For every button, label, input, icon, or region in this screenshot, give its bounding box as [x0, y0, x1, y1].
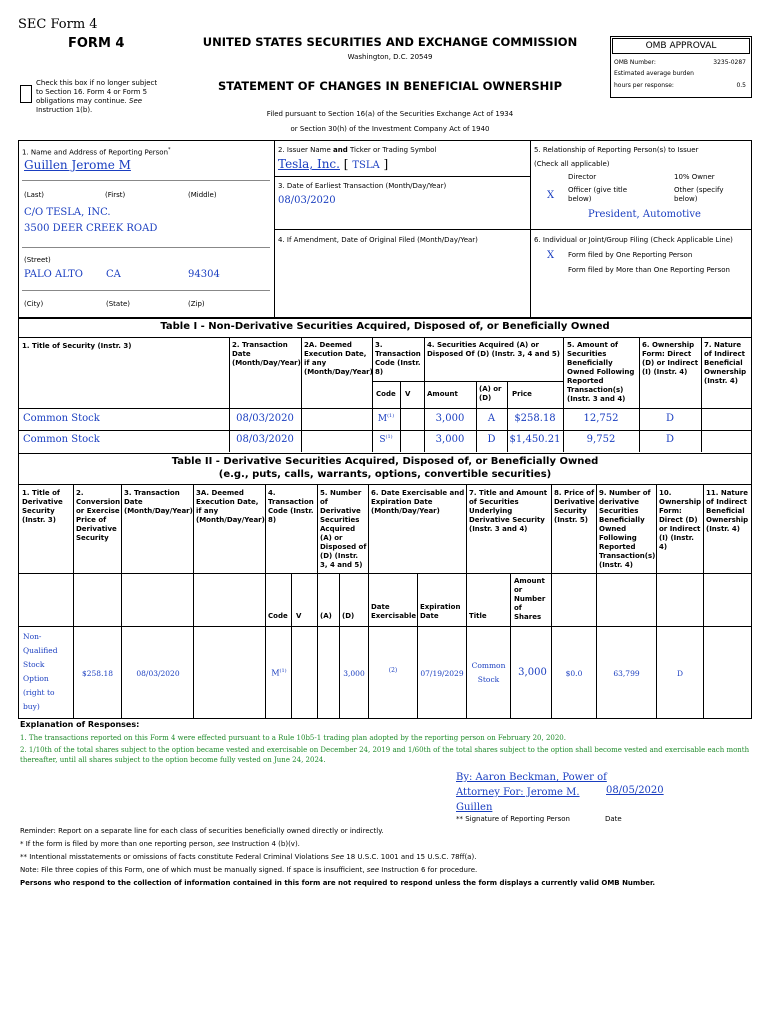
t2-sub-amount: Amount or Number of Shares: [514, 577, 546, 621]
t2-r1-underlying-title: Common Stock: [471, 661, 506, 684]
t2-col-conversion: 2. Conversion or Exercise Price of Derivative Security: [76, 489, 121, 542]
more-reporting-persons-label: Form filed by More than One Reporting Person: [568, 266, 730, 274]
footnote-1: 1. The transactions reported on this Form 4 were effected pursuant to a Rule 10b5-1 trading plan adopted by the reporting person on February 20, 2020.: [20, 734, 566, 742]
t1-r2-date: 08/03/2020: [236, 434, 294, 445]
sec-form-label: SEC Form 4: [18, 17, 98, 32]
reporting-person-name[interactable]: Guillen Jerome M: [24, 158, 131, 172]
director-label: Director: [568, 173, 597, 181]
t1-r1-title: Common Stock: [23, 413, 100, 424]
omb-hours-label: hours per response:: [614, 82, 674, 89]
officer-mark: X: [547, 190, 555, 201]
commission-name: UNITED STATES SECURITIES AND EXCHANGE COMMISSION: [202, 35, 578, 49]
t2-col-ownership-form: 10. Ownership Form: Direct (D) or Indirect (I) (Instr. 4): [659, 489, 702, 551]
t1-col-amount-owned: 5. Amount of Securities Beneficially Owned Following Reported Transaction(s) (Instr. 3 and 4): [567, 341, 635, 403]
t2-sub-d: (D): [342, 612, 355, 620]
t1-r1-owned: 12,752: [583, 413, 619, 424]
t1-r2-ad: D: [487, 434, 496, 445]
earliest-transaction-date: 08/03/2020: [278, 195, 336, 206]
t2-r1-deriv-price: $0.0: [565, 669, 583, 678]
state-value: CA: [106, 269, 121, 280]
table-row: [18, 431, 752, 452]
explanation-title: Explanation of Responses:: [20, 720, 140, 729]
earliest-transaction-label: 3. Date of Earliest Transaction (Month/Day/Year): [278, 182, 447, 190]
location: Washington, D.C. 20549: [347, 53, 433, 61]
t1-col-deemed: 2A. Deemed Execution Date, if any (Month/Day/Year): [304, 341, 373, 376]
relationship-label: 5. Relationship of Reporting Person(s) to Issuer: [534, 146, 699, 154]
t2-sub-code: Code: [268, 612, 288, 620]
middle-label: (Middle): [188, 191, 217, 199]
issuer-ticker: TSLA: [352, 160, 380, 171]
first-label: (First): [105, 191, 126, 199]
t1-sub-code: Code: [376, 390, 396, 398]
t1-col-ownership-form: 6. Ownership Form: Direct (D) or Indirect (I) (Instr. 4): [642, 341, 699, 376]
t1-r2-code: $S^{(1)}$: [379, 434, 393, 445]
t2-col-owned: 9. Number of derivative Securities Beneficially Owned Following Reported Transaction(s) (Instr. 4): [599, 489, 656, 569]
table-one-title: Table I - Non-Derivative Securities Acquired, Disposed of, or Beneficially Owned: [160, 321, 610, 332]
t1-col-code: 3. Transaction Code (Instr. 8): [375, 341, 421, 376]
t1-col-nature: 7. Nature of Indirect Beneficial Ownership (Instr. 4): [704, 341, 747, 385]
no-longer-subject-checkbox[interactable]: [20, 85, 32, 103]
note-misstatements: ** Intentional misstatements or omissions of facts constitute Federal Criminal Violations See 18 U.S.C. 1001 and 15 U.S.C. 78ff(a).: [20, 853, 477, 861]
note-multiple-persons: * If the form is filed by more than one reporting person, see Instruction 4 (b)(v).: [20, 840, 300, 848]
amendment-label: 4. If Amendment, Date of Original Filed (Month/Day/Year): [278, 236, 478, 244]
t2-col-title: 1. Title of Derivative Security (Instr. 3): [22, 489, 63, 524]
t2-sub-a: (A): [320, 612, 332, 620]
omb-number-label: OMB Number:: [614, 59, 656, 66]
t2-r1-title: Non- Qualified Stock Option (right to buy): [23, 632, 58, 711]
reminder-note: Reminder: Report on a separate line for each class of securities beneficially owned directly or indirectly.: [20, 827, 384, 835]
last-label: (Last): [24, 191, 45, 199]
omb-hours-value: 0.5: [736, 82, 746, 89]
footnote-2: 2. 1/10th of the total shares subject to the option became vested and exercisable on December 24, 2019 and 1/60th of the total shares subject to the option shall become vested and exercisable each month thereafter, until all shares subject to the option become fully vested on June 24, 2024.: [20, 746, 750, 764]
group-filing-label: 6. Individual or Joint/Group Filing (Check Applicable Line): [534, 236, 733, 244]
t2-r1-price: $258.18: [81, 669, 113, 678]
t2-col-exercisable: 6. Date Exercisable and Expiration Date (Month/Day/Year): [371, 489, 465, 515]
t2-col-number: 5. Number of Derivative Securities Acquired (A) or Disposed of (D) (Instr. 3, 4 and 5): [320, 489, 367, 569]
note-copies: Note: File three copies of this Form, one of which must be manually signed. If space is insufficient, see Instruction 6 for procedure.: [20, 866, 478, 874]
t1-sub-price: Price: [512, 390, 532, 398]
t1-r2-price: $1,450.21: [509, 434, 561, 445]
t1-r1-code: $M^{(1)}$: [377, 413, 395, 424]
t1-sub-aord: (A) or (D): [479, 385, 502, 402]
officer-label: Officer (give title below): [568, 186, 628, 203]
t1-col-date: 2. Transaction Date (Month/Day/Year): [232, 341, 301, 367]
t2-col-code: 4. Transaction Code (Instr. 8): [268, 489, 314, 524]
ten-pct-owner-label: 10% Owner: [674, 173, 715, 181]
t2-col-date: 3. Transaction Date (Month/Day/Year): [124, 489, 193, 515]
one-reporting-person-label: Form filed by One Reporting Person: [568, 251, 693, 259]
t1-r1-form: D: [665, 413, 675, 424]
street-label: (Street): [24, 256, 51, 264]
t2-sub-date-exercisable: Date Exercisable: [371, 603, 417, 620]
t2-col-price: 8. Price of Derivative Security (Instr. 5): [554, 489, 595, 524]
t2-sub-title: Title: [469, 612, 487, 620]
signature-label: ** Signature of Reporting Person: [456, 815, 570, 823]
t1-sub-amount: Amount: [427, 390, 458, 398]
city-value: PALO ALTO: [24, 269, 83, 280]
signature-name[interactable]: By: Aaron Beckman, Power of Attorney For: Jerome M. Guillen: [456, 772, 607, 813]
issuer-name-link[interactable]: Tesla, Inc.: [278, 157, 340, 171]
t2-r1-owned: 63,799: [613, 669, 640, 678]
t2-r1-underlying-amount: 3,000: [518, 667, 547, 678]
omb-final-note: Persons who respond to the collection of information contained in this form are not required to respond unless the form displays a currently valid OMB Number.: [20, 879, 656, 887]
t2-r1-date: 08/03/2020: [136, 669, 180, 678]
omb-number-value: 3235-0287: [713, 59, 746, 66]
address-line1: C/O TESLA, INC.: [24, 207, 111, 218]
t1-r1-price: $258.18: [514, 413, 556, 424]
state-label: (State): [106, 300, 130, 308]
filed-pursuant-line1: Filed pursuant to Section 16(a) of the Securities Exchange Act of 1934: [266, 110, 514, 118]
table-two-subtitle: (e.g., puts, calls, warrants, options, convertible securities): [218, 469, 552, 480]
t2-r1-code: $M^{(1)}$: [271, 668, 287, 678]
t2-r1-form: D: [676, 669, 683, 678]
checkbox-instruction-text: Check this box if no longer subject to Section 16. Form 4 or Form 5 obligations may continue. See Instruction 1(b).: [36, 79, 158, 114]
t1-col-title: 1. Title of Security (Instr. 3): [22, 342, 132, 350]
zip-value: 94304: [188, 269, 220, 280]
t1-r2-owned: 9,752: [586, 434, 616, 445]
omb-approval-box: [610, 36, 752, 98]
city-label: (City): [24, 300, 44, 308]
t1-r2-amount: 3,000: [435, 434, 465, 445]
t1-r2-form: D: [665, 434, 675, 445]
other-label: Other (specify below): [674, 186, 724, 203]
signature-date: 08/05/2020: [606, 785, 664, 796]
statement-title: STATEMENT OF CHANGES IN BENEFICIAL OWNERSHIP: [217, 79, 563, 93]
issuer-label: 2. Issuer Name and Ticker or Trading Symbol: [278, 146, 437, 154]
t1-r1-ad: A: [487, 413, 496, 424]
t2-col-nature: 11. Nature of Indirect Beneficial Ownership (Instr. 4): [706, 489, 749, 533]
t1-r1-amount: 3,000: [435, 413, 465, 424]
zip-label: (Zip): [188, 300, 205, 308]
group-filing-mark: X: [547, 250, 555, 261]
t1-r1-date: 08/03/2020: [236, 413, 294, 424]
t2-r1-expiration: 07/19/2029: [420, 669, 464, 678]
table-row: [18, 409, 752, 430]
date-label: Date: [605, 815, 622, 823]
relationship-sub: (Check all applicable): [534, 160, 610, 168]
omb-title: OMB APPROVAL: [612, 38, 750, 54]
t1-sub-v: V: [405, 390, 411, 398]
t2-sub-v: V: [296, 612, 302, 620]
table-two-title: Table II - Derivative Securities Acquired, Disposed of, or Beneficially Owned: [171, 456, 599, 467]
t2-r1-date-exercisable: (2): [388, 667, 398, 674]
address-line2: 3500 DEER CREEK ROAD: [24, 223, 158, 234]
t2-r1-disposed: 3,000: [343, 669, 365, 678]
filed-pursuant-line2: or Section 30(h) of the Investment Company Act of 1940: [290, 125, 490, 133]
t2-col-deemed: 3A. Deemed Execution Date, if any (Month/Day/Year): [196, 489, 265, 524]
issuer-name-ticker: Tesla, Inc. [ TSLA ]: [278, 157, 389, 171]
form-title: FORM 4: [68, 36, 125, 51]
t2-sub-expiration: Expiration Date: [420, 603, 461, 620]
table-row: [18, 627, 752, 717]
t1-r2-title: Common Stock: [23, 434, 100, 445]
officer-title: President, Automotive: [588, 209, 701, 220]
reporting-person-label: 1. Name and Address of Reporting Person*: [22, 147, 171, 157]
omb-burden-label: Estimated average burden: [614, 70, 694, 77]
t1-col-securities: 4. Securities Acquired (A) or Disposed Of (D) (Instr. 3, 4 and 5): [427, 341, 560, 358]
t2-col-underlying: 7. Title and Amount of Securities Underlying Derivative Security (Instr. 3 and 4): [469, 489, 548, 533]
